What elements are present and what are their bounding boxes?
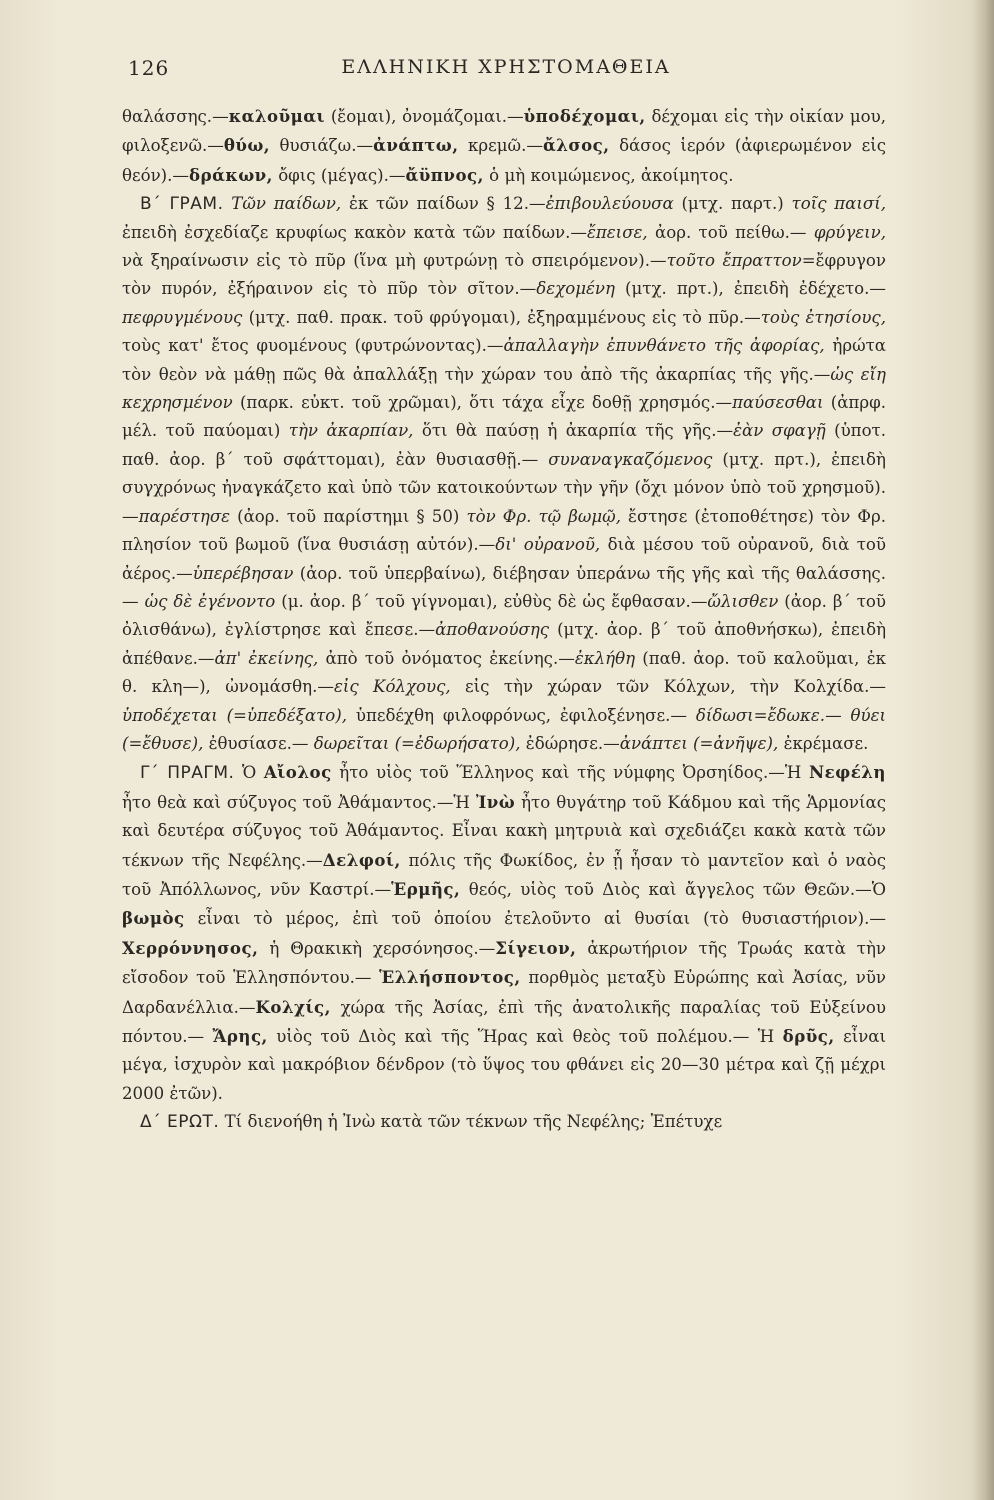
cited-form: Τῶν παίδων, bbox=[231, 194, 342, 214]
cited-form: ὑπερέβησαν bbox=[192, 563, 294, 583]
headword: ἄϋπνος, bbox=[405, 164, 484, 185]
gloss-text: =ἔφρυγον τὸν πυρόν, ἐξήραινον εἰς τὸ πῦρ τὸν σῖτον.— bbox=[122, 251, 886, 299]
gloss-text: κρεμῶ.— bbox=[458, 136, 543, 156]
headword: Αἴολος bbox=[263, 762, 332, 783]
headword: Νεφέλη bbox=[808, 762, 886, 783]
headword: θύω, bbox=[223, 135, 271, 156]
page-body bbox=[122, 102, 886, 1137]
gloss-text: (ἀορ. β΄ τοῦ ὀλισθάνω), ἐγλίστρησε καὶ ἔπεσε.— bbox=[122, 591, 887, 640]
gloss-text: Τί διενοήθη ἡ Ἰνὼ κατὰ τῶν τέκνων τῆς Νεφέλης; Ἐπέτυχε bbox=[224, 1112, 723, 1132]
gloss-text: (μ. ἀορ. β΄ τοῦ γίγνομαι), εὐθὺς δὲ ὡς ἔφθασαν.— bbox=[275, 591, 708, 611]
gloss-text: θεός, υἱὸς τοῦ Διὸς καὶ ἄγγελος τῶν Θεῶν.—Ὁ bbox=[460, 879, 886, 899]
cited-form: τοῦτο ἔπραττον bbox=[666, 251, 802, 271]
headword: ἀνάπτω, bbox=[373, 135, 459, 156]
cited-form: ἀνάπτει (=ἀνῆψε), bbox=[619, 733, 779, 753]
gloss-text: ὑπεδέχθη φιλοφρόνως, ἐφιλοξένησε.— bbox=[347, 705, 696, 725]
headword: Σίγειον, bbox=[495, 937, 577, 958]
gloss-text: ἀπὸ τοῦ ὀνόματος ἐκείνης.— bbox=[318, 648, 575, 668]
gloss-text: τοὺς κατ' ἔτος φυομένους (φυτρώνοντας).— bbox=[122, 336, 504, 356]
headword: Ἑλλήσποντος, bbox=[379, 967, 521, 988]
gloss-text: (παρκ. εὐκτ. τοῦ χρῶμαι), ὅτι τάχα εἶχε δοθῇ χρησμός.— bbox=[232, 393, 733, 413]
gloss-text: ἐθυσίασε.— bbox=[203, 733, 314, 753]
gloss-text: ἦτο θυγάτηρ τοῦ Κάδμου καὶ τῆς Ἁρμονίας καὶ δευτέρα σύζυγος τοῦ Ἀθάμαντος. Εἶναι κακὴ μητρυιὰ καὶ σχεδιάζει κακὰ κατὰ τῶν τέκνων τῆς Νεφέλης.— bbox=[122, 792, 886, 870]
cited-form: ἀπαλλαγὴν ἐπυνθάνετο τῆς ἀφορίας, bbox=[503, 336, 825, 356]
headword: καλοῦμαι bbox=[228, 106, 326, 126]
gloss-text: πόλις τῆς Φωκίδος, ἐν ᾗ ἦσαν τὸ μαντεῖον καὶ ὁ ναὸς τοῦ Ἀπόλλωνος, νῦν Καστρί.— bbox=[122, 850, 886, 899]
headword: δράκων, bbox=[189, 164, 273, 185]
cited-form: ἐπιβουλεύουσα bbox=[545, 194, 674, 214]
gloss-text: ἀορ. τοῦ πείθω.— bbox=[647, 222, 814, 242]
cited-form: δεχομένη bbox=[536, 279, 615, 299]
page-header bbox=[128, 56, 884, 86]
section-vocabulary-continuation bbox=[122, 102, 886, 190]
section-pragmata bbox=[122, 758, 886, 1108]
gloss-text: ἦτο θεὰ καὶ σύζυγος τοῦ Ἀθάμαντος.—Ἡ bbox=[122, 792, 476, 812]
section-label: Β΄ ΓΡΑΜ. bbox=[140, 194, 224, 215]
gloss-text: (μτχ. πρτ.), ἐπειδὴ συγχρόνως ἠναγκάζετο καὶ ὑπὸ τῶν κατοικούντων τὴν γῆν (ὄχι μόνον ὑπὸ τοῦ χρησμοῦ).— bbox=[122, 449, 886, 526]
headword: Κολχίς, bbox=[255, 996, 331, 1017]
gloss-text: υἱὸς τοῦ Διὸς καὶ τῆς Ἥρας καὶ θεὸς τοῦ πολέμου.— Ἡ bbox=[267, 1027, 783, 1046]
headword: ὑποδέχομαι, bbox=[523, 106, 646, 126]
cited-form: ἀποθανούσης bbox=[435, 620, 550, 640]
gloss-text: Ὁ bbox=[242, 763, 264, 783]
gloss-text: δάσος ἱερόν (ἀφιερωμένον εἰς θεόν).— bbox=[122, 136, 886, 185]
gloss-text: ἀκρωτήριον τῆς Τρωάς κατὰ τὴν εἴσοδον τοῦ Ἑλλησπόντου.— bbox=[122, 938, 886, 988]
cited-form: ἐὰν σφαγῇ bbox=[733, 421, 826, 441]
gloss-text: (ἀορ. τοῦ ὑπερβαίνω), διέβησαν ὑπεράνω τῆς γῆς καὶ τῆς θαλάσσης.— bbox=[122, 563, 886, 611]
gloss-text: (μτχ. παθ. πρακ. τοῦ φρύγομαι), ἐξηραμμένους εἰς τὸ πῦρ.— bbox=[242, 307, 761, 327]
cited-form: φρύγειν, bbox=[813, 222, 887, 242]
gloss-text: ἡ Θρακικὴ χερσόνησος.— bbox=[258, 938, 496, 958]
gloss-text: (παθ. ἀορ. τοῦ καλοῦμαι, ἐκ θ. κλη—), ὠνομάσθη.— bbox=[122, 648, 886, 697]
cited-form: ὡς δὲ ἐγένοντο bbox=[144, 591, 276, 611]
cited-form: τὴν ἀκαρπίαν, bbox=[288, 421, 414, 441]
gloss-text: (ἀορ. τοῦ παρίστημι § 50) bbox=[230, 506, 467, 526]
gloss-text: θυσιάζω.— bbox=[270, 136, 374, 156]
section-label: Γ΄ ΠΡΑΓΜ. bbox=[140, 763, 235, 784]
gloss-text: ἐκ τῶν παίδων § 12.— bbox=[341, 194, 546, 214]
cited-form: τὸν Φρ. τῷ βωμῷ, bbox=[466, 506, 621, 526]
gloss-text: ὅτι θὰ παύσῃ ἡ ἀκαρπία τῆς γῆς.— bbox=[413, 421, 734, 441]
gloss-text: ἦτο υἱὸς τοῦ Ἕλληνος καὶ τῆς νύμφης Ὀρσηίδος.—Ἡ bbox=[331, 763, 809, 783]
cited-form: πεφρυγμένους bbox=[122, 307, 243, 327]
cited-form: τοὺς ἐτησίους, bbox=[760, 307, 886, 327]
gloss-text: πορθμὸς μεταξὺ Εὐρώπης καὶ Ἀσίας, νῦν Δαρδανέλλια.— bbox=[122, 968, 886, 1017]
cited-form: ἔπεισε, bbox=[586, 222, 648, 242]
cited-form: ὡς εἴη κεχρησμένον bbox=[122, 364, 886, 413]
headword: δρῦς, bbox=[782, 1026, 835, 1046]
gloss-text: διὰ μέσου τοῦ οὐρανοῦ, διὰ τοῦ ἀέρος.— bbox=[122, 535, 886, 583]
book-spine-shadow bbox=[972, 0, 994, 1500]
headword: Ἑρμῆς, bbox=[391, 878, 461, 899]
gloss-text: εἶναι τὸ μέρος, ἐπὶ τοῦ ὁποίου ἐτελοῦντο αἱ θυσίαι (τὸ θυσιαστήριον).— bbox=[184, 909, 886, 929]
gloss-text: εἰς τὴν χώραν τῶν Κόλχων, τὴν Κολχίδα.— bbox=[450, 677, 886, 697]
headword: Χερρόννησος, bbox=[122, 937, 259, 958]
cited-form: δίδωσι=ἔδωκε.— θύει (=ἔθυσε), bbox=[122, 705, 886, 753]
cited-form: ἀπ' ἐκείνης, bbox=[214, 648, 319, 668]
gloss-text: νὰ ξηραίνωσιν εἰς τὸ πῦρ (ἵνα μὴ φυτρώνῃ τὸ σπειρόμενον).— bbox=[122, 251, 667, 271]
gloss-text: χώρα τῆς Ἀσίας, ἐπὶ τῆς ἀνατολικῆς παραλίας τοῦ Εὐξείνου πόντου.— bbox=[122, 997, 886, 1046]
cited-form: συναναγκαζόμενος bbox=[548, 449, 713, 469]
gloss-text: ὁ μὴ κοιμώμενος, ἀκοίμητος. bbox=[483, 165, 734, 185]
cited-form: παρέστησε bbox=[138, 506, 231, 526]
gloss-text: (μτχ. ἀορ. β΄ τοῦ ἀποθνήσκω), ἐπειδὴ ἀπέθανε.— bbox=[122, 620, 887, 668]
gloss-text: ἐδώρησε.— bbox=[520, 733, 620, 753]
section-questions bbox=[122, 1108, 886, 1136]
cited-form: τοῖς παισί, bbox=[791, 194, 886, 214]
section-grammar bbox=[122, 190, 886, 758]
gloss-text: ἠρώτα τὸν θεὸν νὰ μάθῃ πῶς θὰ ἀπαλλάξῃ τὴν χώραν του ἀπὸ τῆς ἀκαρπίας τῆς γῆς.— bbox=[122, 336, 886, 384]
cited-form: εἰς Κόλχους, bbox=[333, 677, 451, 697]
headword: Ἰνὼ bbox=[475, 791, 516, 812]
gloss-text: (μτχ. πρτ.), ἐπειδὴ ἐδέχετο.— bbox=[614, 279, 886, 299]
gloss-text: (ἔομαι), ὀνομάζομαι.— bbox=[325, 107, 524, 126]
headword: βωμὸς bbox=[122, 908, 185, 929]
headword: ἄλσος, bbox=[542, 135, 610, 156]
cited-form: δι' οὐρανοῦ, bbox=[495, 535, 601, 555]
cited-form: ὤλισθεν bbox=[707, 591, 779, 611]
gloss-text: ἔστησε (ἐτοποθέτησε) τὸν Φρ. πλησίον τοῦ βωμοῦ (ἵνα θυσιάσῃ αὐτόν).— bbox=[122, 506, 886, 555]
gloss-text: εἶναι μέγα, ἰσχυρὸν καὶ μακρόβιον δένδρον (τὸ ὕψος του φθάνει εἰς 20—30 μέτρα καὶ ζῇ μέχρι 2000 ἐτῶν). bbox=[122, 1027, 887, 1103]
cited-form: ἐκλήθη bbox=[574, 648, 636, 668]
headword: Ἄρης, bbox=[212, 1026, 268, 1046]
section-label: Δ΄ ΕΡΩΤ. bbox=[140, 1112, 220, 1133]
gloss-text: (ἀπρφ. μέλ. τοῦ παύομαι) bbox=[122, 393, 886, 441]
gloss-text: (μτχ. παρτ.) bbox=[673, 194, 792, 214]
gloss-text: ὄφις (μέγας).— bbox=[272, 165, 406, 185]
cited-form: ὑποδέχεται (=ὑπεδέξατο), bbox=[122, 705, 348, 725]
gloss-text: ἐκρέμασε. bbox=[778, 733, 869, 753]
headword: Δελφοί, bbox=[322, 849, 401, 870]
running-title: ΕΛΛΗΝΙΚΗ ΧΡΗΣΤΟΜΑΘΕΙΑ bbox=[341, 56, 671, 78]
page-number: 126 bbox=[128, 56, 170, 80]
cited-form: παύσεσθαι bbox=[732, 393, 824, 413]
gloss-text: θαλάσσης.— bbox=[122, 107, 229, 126]
cited-form: δωρεῖται (=ἐδωρήσατο), bbox=[313, 733, 521, 753]
gloss-text: (ὑποτ. παθ. ἀορ. β΄ τοῦ σφάττομαι), ἐὰν θυσιασθῇ.— bbox=[122, 421, 887, 469]
gloss-text: ἐπειδὴ ἐσχεδίαζε κρυφίως κακὸν κατὰ τῶν παίδων.— bbox=[122, 222, 587, 242]
gloss-text: δέχομαι εἰς τὴν οἰκίαν μου, φιλοξενῶ.— bbox=[122, 107, 886, 156]
